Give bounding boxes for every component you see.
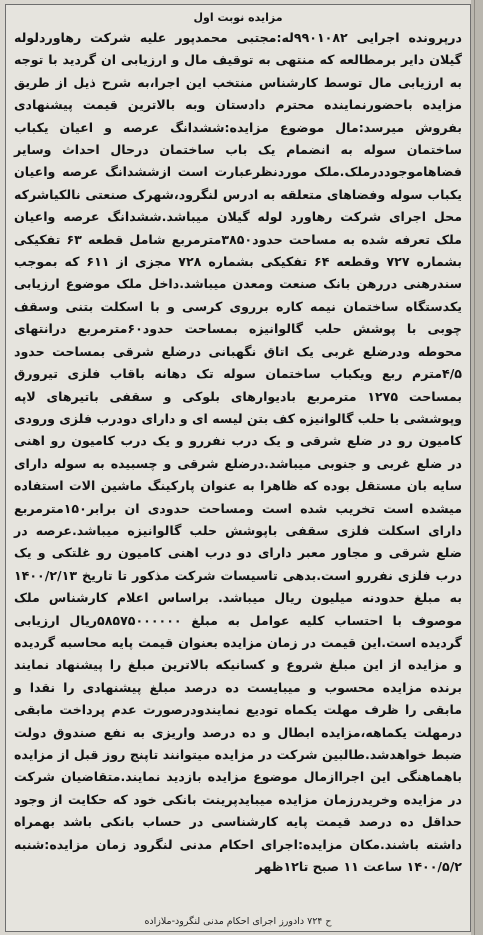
notice-footer: ح ۷۲۴ دادورز اجرای احکام مدنی لنگرود-ملازاده	[144, 916, 332, 927]
notice-title: مزایده نوبت اول	[193, 11, 283, 24]
auction-notice	[5, 4, 471, 932]
notice-body: درپرونده اجرایی ۹۹۰۱۰۸۲له:مجتبی محمدپور علیه شرکت رهاوردلوله گیلان دایر برمطالعه که منتهی به توقیف مال و ارزیابی ان گردید با توجه به ارزیابی مال توسط کارشناس منتخب این اجرا،به شرح ذیل از طریق مزایده باحضورنماینده محترم دادستان وبه بالاترین قیمت پیشنهادی بفروش میرسد:مال موضوع مزایده:ششدانگ عرصه و اعیان یکباب ساختمان سوله به انضمام یک باب ساختمان درحال احداث وسایر فضاهاموجوددرملک.ملک موردنظرعبارت است ازششدانگ عرصه واعیان یکباب سوله وفضاهای متعلقه به ادرس لنگرود،شهرک صنعتی نالکیاشرکه محل اجرای شرکت رهاورد لوله گیلان میباشد.ششدانگ عرصه واعیان ملک تعرفه شده به مساحت حدود۳۸۵۰مترمربع شامل قطعه ۶۳ تفکیکی بشماره ۷۲۷ وقطعه ۶۴ تفکیکی بشماره ۷۲۸ مجزی از ۶۱۱ که بموجب سندرهنی دررهن بانک صنعت ومعدن میباشد.داخل ملک موضوع ارزیابی یکدستگاه ساختمان نیمه کاره برروی کرسی و با اسکلت بتنی وسقف چوبی با پوشش حلب گالوانیزه بمساحت حدود۶۰مترمربع درانتهای محوطه ودرضلع غربی یک اتاق نگهبانی درضلع شرقی بمساحت حدود ۴/۵مترم ربع ویکباب ساختمان سوله تک دهانه باقاب فلزی تیرورق بمساحت ۱۲۷۵ مترمربع بادیوارهای بلوکی و سقفی باتیرهای لاپه وپوششی با حلب گالوانیزه کف بتن لیسه ای و دارای دودرب فلزی ورودی کامیون رو در ضلع شرقی و یک درب نفررو و یک درب کامیون رو اهنی در ضلع غربی و جنوبی میباشد.درضلع شرقی و چسبیده به سوله دارای سایه بان مستقل بوده که ظاهرا به عنوان پارکینگ ماشین الات استفاده میشده است تخریب شده است ومساحت حدودی ان برابر۱۵۰مترمربع دارای اسکلت فلزی سقفی باپوشش حلب گالوانیزه میباشد.عرصه در ضلع شرقی و مجاور معبر دارای دو درب اهنی کامیون رو غلتکی و یک درب فلزی نفررو است.بدهی تاسیسات شرکت مذکور تا تاریخ ۱۴۰۰/۲/۱۳ به مبلغ حدودنه میلیون ریال میباشد. براساس اعلام کارشناس ملک موصوف با احتساب کلیه عوامل به مبلغ ۵۸۵۷۵۰۰۰۰۰۰ریال ارزیابی گردیده است.این قیمت در زمان مزایده بعنوان قیمت پایه محاسبه گردیده و مزایده از این مبلغ شروع و کسانیکه بالاترین مبلغ را پیشنهاد نمایند برنده مزایده محسوب و میبایست ده درصد مبلغ پیشنهادی را نقدا و مابقی را ظرف مهلت یکماه تودیع نمایندودرصورت عدم پرداخت مابقی درمهلت یکماهه،مزایده ابطال و ده درصد واریزی به نفع صندوق دولت ضبط خواهدشد.طالبین شرکت در مزایده میتوانند تاپنج روز قبل از مزایده باهماهنگی این اجراازمال موضوع مزایده بازدید نمایند.متقاضیان شرکت در مزایده وخریدرزمان مزایده میبایدپرینت بانکی خود که حکایت از وجود حداقل ده درصد قیمت پایه کارشناسی در حساب بانکی باشد بهمراه داشته باشند.مکان مزایده:اجرای احکام مدنی لنگرود زمان مزایده:شنبه ۱۴۰۰/۵/۲ ساعت ۱۱ صبح تا۱۲ظهر	[14, 30, 463, 875]
page-edge	[471, 0, 483, 935]
